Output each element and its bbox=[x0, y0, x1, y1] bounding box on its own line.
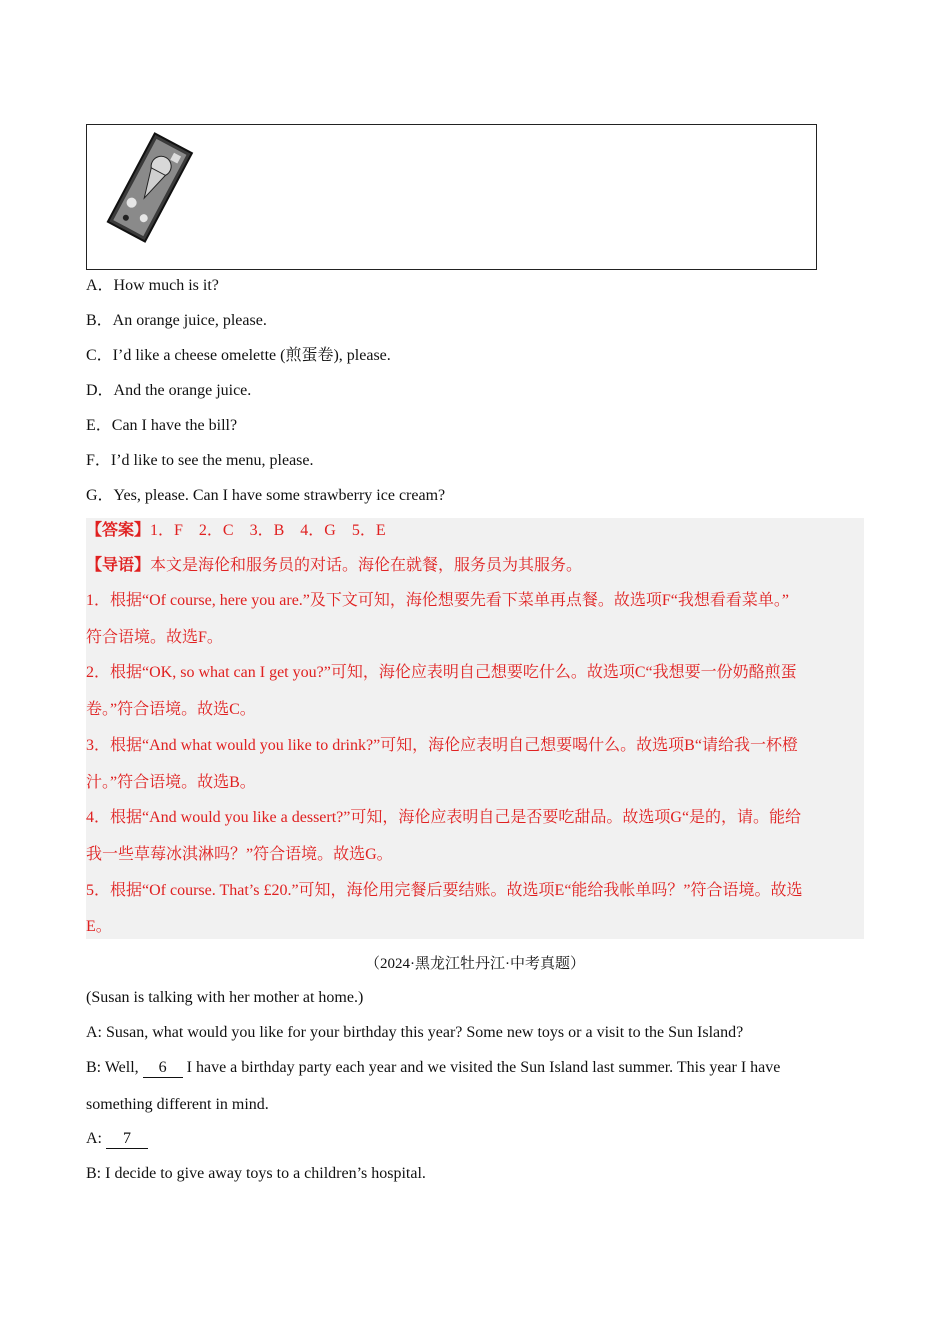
dialogue-speaker-text: A: bbox=[86, 1130, 106, 1147]
guide-line bbox=[86, 555, 582, 577]
explanation-line: 汁。”符合语境。故选B。 bbox=[86, 774, 256, 791]
dialogue-line: something different in mind. bbox=[86, 1096, 269, 1113]
answer-block bbox=[86, 518, 864, 939]
option-a: A．How much is it? bbox=[86, 277, 219, 294]
restaurant-menu-card-icon bbox=[99, 129, 199, 245]
guide-label: 【导语】 bbox=[86, 557, 151, 574]
answer-text: 1．F 2．C 3．B 4．G 5．E bbox=[150, 522, 386, 539]
dialogue-speaker-text: B: Well, bbox=[86, 1059, 143, 1076]
dialogue-line: B: I decide to give away toys to a children’s hospital. bbox=[86, 1165, 426, 1182]
question-source: （2024·黑龙江牡丹江·中考真题） bbox=[365, 956, 585, 972]
option-b: B．An orange juice, please. bbox=[86, 312, 267, 329]
blank-7[interactable]: 7 bbox=[106, 1130, 148, 1149]
dialogue-line bbox=[86, 1057, 780, 1079]
dialogue-line: A: Susan, what would you like for your birthday this year? Some new toys or a visit to the Sun Island? bbox=[86, 1024, 744, 1041]
dialogue-text: I have a birthday party each year and we visited the Sun Island last summer. This year I have bbox=[182, 1059, 781, 1076]
blank-6[interactable]: 6 bbox=[143, 1059, 183, 1078]
answer-line bbox=[86, 520, 386, 542]
guide-text: 本文是海伦和服务员的对话。海伦在就餐，服务员为其服务。 bbox=[150, 557, 583, 574]
option-f: F．I’d like to see the menu, please. bbox=[86, 452, 314, 469]
dialogue-intro: (Susan is talking with her mother at home.) bbox=[86, 989, 364, 1006]
option-c: C．I’d like a cheese omelette (煎蛋卷), please. bbox=[86, 347, 391, 364]
explanation-line: 2．根据“OK, so what can I get you?”可知，海伦应表明自己想要吃什么。故选项C“我想要一份奶酪煎蛋 bbox=[86, 664, 797, 681]
explanation-line: 4．根据“And would you like a dessert?”可知，海伦应表明自己是否要吃甜品。故选项G“是的，请。能给 bbox=[86, 809, 802, 826]
explanation-line: 3．根据“And what would you like to drink?”可知，海伦应表明自己想要喝什么。故选项B“请给我一杯橙 bbox=[86, 737, 798, 754]
explanation-line: 1．根据“Of course, here you are.”及下文可知，海伦想要先看下菜单再点餐。故选项F“我想看看菜单。” bbox=[86, 592, 790, 609]
option-e: E．Can I have the bill? bbox=[86, 417, 238, 434]
figure-box bbox=[86, 124, 817, 270]
dialogue-line bbox=[86, 1128, 148, 1150]
explanation-line: 卷。”符合语境。故选C。 bbox=[86, 701, 256, 718]
explanation-line: 我一些草莓冰淇淋吗？”符合语境。故选G。 bbox=[86, 846, 393, 863]
explanation-line: 5．根据“Of course. That’s £20.”可知，海伦用完餐后要结账。故选项E“能给我帐单吗？”符合语境。故选 bbox=[86, 882, 803, 899]
option-g: G．Yes, please. Can I have some strawberry ice cream? bbox=[86, 487, 446, 504]
option-d: D．And the orange juice. bbox=[86, 382, 252, 399]
explanation-line: 符合语境。故选F。 bbox=[86, 629, 223, 646]
answer-label: 【答案】 bbox=[86, 522, 151, 539]
explanation-line: E。 bbox=[86, 918, 112, 935]
